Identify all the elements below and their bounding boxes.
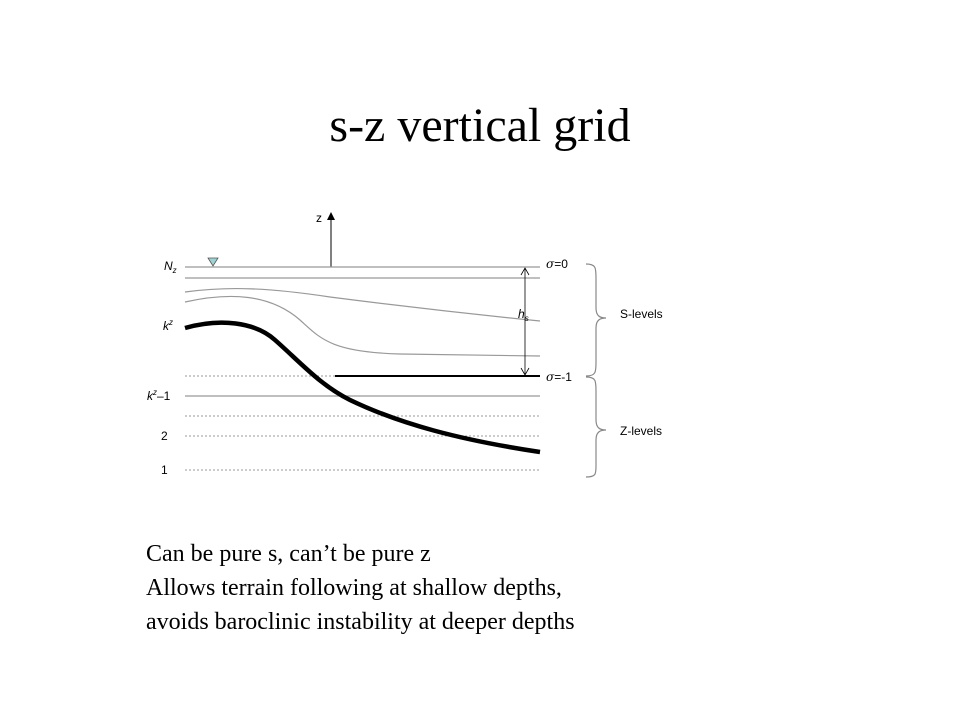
nz-label: $N_z$ — [164, 259, 177, 275]
kz-minus-one-label: $k^z-1$ — [147, 388, 171, 403]
sigma-minus-one-label: σ=-1 — [546, 370, 572, 384]
caption-line: Allows terrain following at shallow depths, — [146, 575, 562, 601]
s-level-line — [185, 289, 540, 321]
kz-label: $k^z$ — [163, 318, 173, 333]
z-levels-brace — [586, 377, 606, 477]
s-levels-label: S-levels — [620, 307, 663, 321]
z-levels-label: Z-levels — [620, 424, 663, 438]
z-axis-label: z — [316, 211, 322, 225]
caption-block — [146, 537, 575, 639]
free-surface-marker — [208, 258, 218, 266]
s-levels-brace — [586, 264, 606, 376]
level-two-label: 2 — [161, 429, 168, 443]
level-one-label: 1 — [161, 463, 168, 477]
hs-label: $h_s$ — [518, 307, 529, 323]
slide-title: s-z vertical grid — [329, 99, 631, 152]
bathymetry-curve — [185, 323, 540, 452]
caption-line: Can be pure s, can’t be pure z — [146, 541, 431, 567]
sigma-zero-label: σ=0 — [546, 257, 568, 271]
caption-line: avoids baroclinic instability at deeper depths — [146, 609, 575, 635]
s-level-line — [185, 296, 540, 356]
